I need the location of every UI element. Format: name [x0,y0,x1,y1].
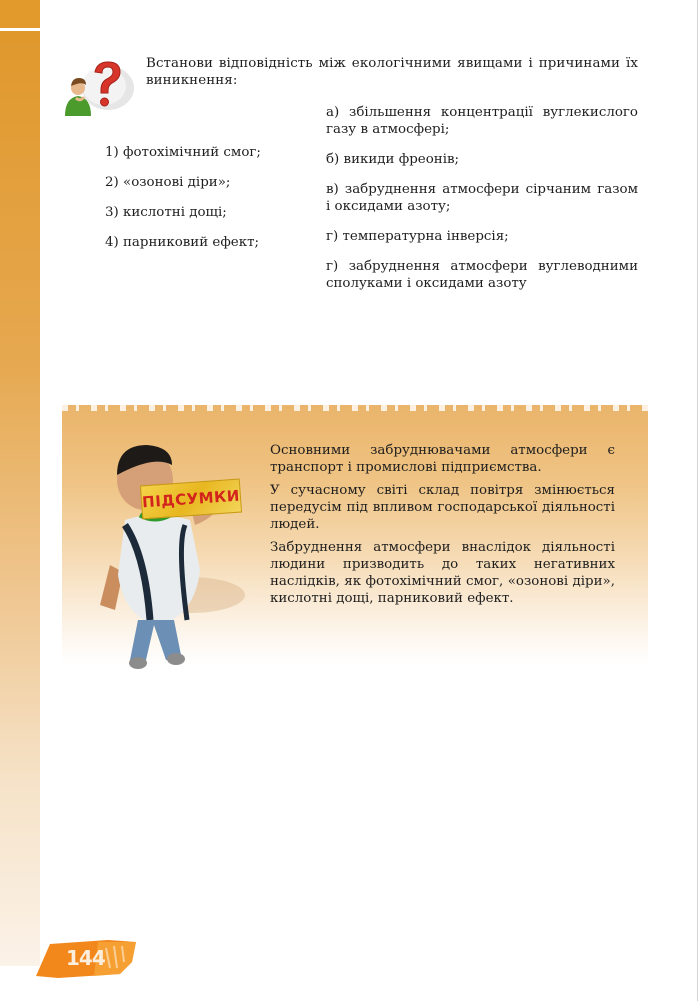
phenomenon-item: 3) кислотні дощі; [105,205,227,220]
summary-paragraph: У сучасному світі склад повітря змінюється передусім під впливом господарської діяльності людей. [270,483,615,532]
summary-paragraph: Забруднення атмосфери внаслідок діяльності людини призводить до таких негативних наслідків, як фотохімічний смог, «озонові діри», кислотні дощі, парниковий ефект. [270,540,615,606]
cause-item: г) забруднення атмосфери вуглеводними сполуками і оксидами азоту [326,259,638,291]
task-instruction: Встанови відповідність між екологічними явищами і причинами їх виникнення: [146,56,638,88]
cause-item: г) температурна інверсія; [326,229,509,244]
page-number: 144 [66,946,105,970]
page-edge-gradient-bar [0,31,40,966]
page-border [697,0,698,1001]
cause-item: а) збільшення концентрації вуглекислого газу в атмосфері; [326,105,638,137]
phenomenon-item: 1) фотохімічний смог; [105,145,261,160]
summary-badge: ПІДСУМКИ [140,479,242,520]
page-number-badge [28,938,140,980]
summary-text [270,442,615,613]
page-edge-bar-top [0,0,40,28]
cause-item: в) забруднення атмосфери сірчаним газом і оксидами азоту; [326,182,638,214]
phenomenon-item: 4) парниковий ефект; [105,235,260,250]
phenomenon-item: 2) «озонові діри»; [105,175,231,190]
question-thinker-icon [62,58,134,118]
summary-paragraph: Основними забруднювачами атмосфери є транспорт і промислові підприємства. [270,443,615,475]
phenomena-list [105,144,315,264]
cause-item: б) викиди фреонів; [326,152,460,167]
causes-list [326,104,638,305]
